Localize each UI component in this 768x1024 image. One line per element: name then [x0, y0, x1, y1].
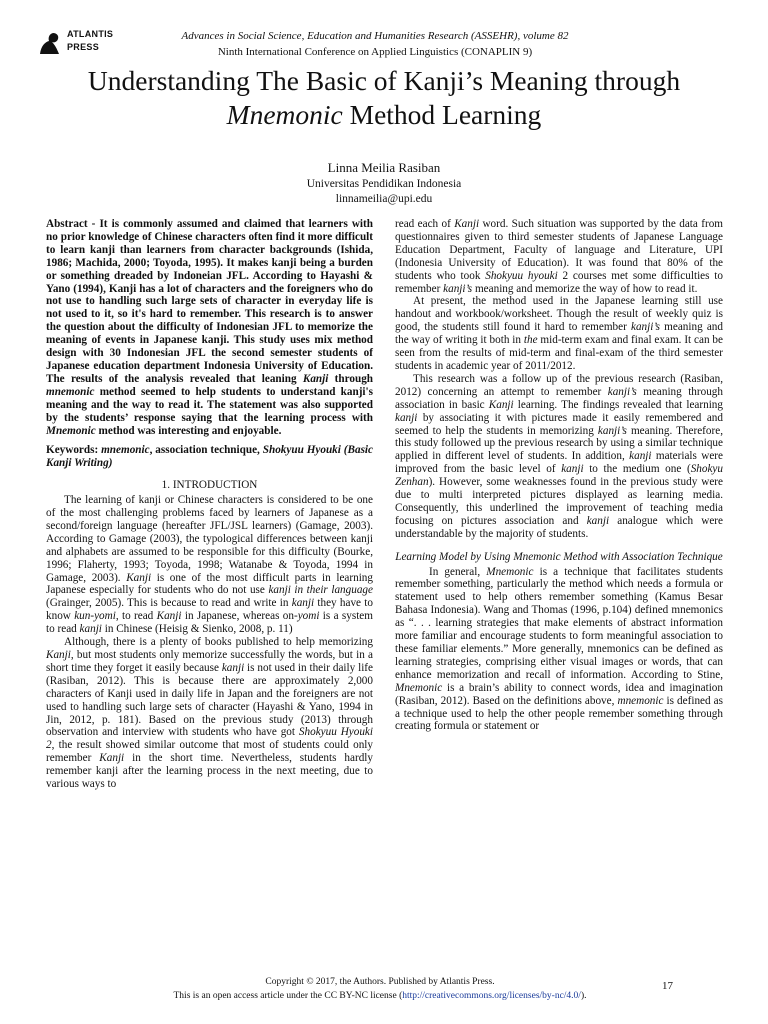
emph: Kanji: [126, 571, 152, 584]
keyword: mnemonic: [101, 444, 150, 457]
text-run: to the medium one (: [583, 463, 691, 476]
emph: kanji’s: [630, 321, 660, 334]
emph: kanji’s: [597, 424, 627, 437]
license-text: ).: [580, 991, 587, 1001]
text-run: This research was a follow up of the previous research (Rasiban, 2012) concerning an attempt to remember: [395, 372, 723, 398]
license-link[interactable]: http://creativecommons.org/licenses/by-nc/4.0/: [402, 991, 581, 1001]
text-run: , the result showed similar outcome that most of students could only remember: [46, 739, 373, 765]
emph: Kanji: [488, 398, 514, 411]
keywords-label: Keywords:: [46, 444, 102, 457]
text-run: (Grainger, 2005). This is because to read and write in: [46, 597, 292, 610]
text-run: , but most students only memorize successfully the words, but in a short time they forget it easily because: [46, 649, 373, 674]
abstract-text: method was interesting and enjoyable.: [95, 424, 282, 437]
text-run: word. Such situation was supported by the data from questionnaires given to third semester students of Japanese Language Education Department, Faculty of language and Literature, UPI (Indonesia University of Education). It was found that 80% of the students who took: [395, 218, 724, 282]
text-run: analogue which were understandable by the majority of students.: [395, 514, 723, 540]
text-run: 2 courses met some difficulties to remember: [395, 269, 723, 295]
license-notice: [100, 990, 660, 1002]
publisher-name-line2: PRESS: [67, 42, 100, 52]
emph: kanji: [221, 661, 245, 674]
keyword: , association technique,: [149, 444, 263, 457]
emph: Shokyuu Hyouki 2: [46, 726, 373, 752]
emph: kanji: [291, 597, 315, 610]
subsection-heading: Learning Model by Using Mnemonic Method with Association Technique: [395, 550, 723, 563]
text-run: Although, there is a plenty of books published to help memorizing: [64, 636, 373, 649]
text-run: is one of the most difficult parts in learning Japanese especially for students who do not use: [46, 571, 373, 597]
right-column: [395, 218, 723, 733]
emph: Shokyuu hyouki: [485, 269, 558, 282]
text-run: , to read: [115, 610, 157, 623]
emph: kanji’s: [607, 385, 637, 398]
emph: kanji: [395, 411, 418, 424]
body-paragraph-2: [395, 295, 723, 372]
author-name: Linna Meilia Rasiban: [327, 160, 441, 175]
emph: Kanji: [99, 752, 125, 765]
emph: kanji’s: [443, 282, 473, 295]
license-text: This is an open access article under the CC BY-NC license (: [173, 991, 403, 1001]
emph: kanji: [586, 514, 610, 527]
body-paragraph-3: [395, 373, 723, 541]
text-run: in Japanese, whereas on-: [181, 610, 298, 623]
emph: kanji: [561, 463, 584, 476]
emph: yomi: [297, 610, 320, 623]
title-line2: [30, 98, 738, 132]
text-run: is a system to read: [46, 610, 373, 636]
emph: Mnemonic: [395, 681, 443, 694]
abstract-text: through: [328, 372, 374, 385]
title-italic: Mnemonic: [226, 99, 343, 130]
paper-title: [30, 64, 738, 132]
keywords: [46, 444, 373, 470]
text-run: ). However, some weaknesses found in the previous study were due to multi interpreted pictures displayed as learning media. Consequently, this underlined the improvement of teaching media focusing on pictures association and: [395, 476, 723, 527]
publisher-logo: [37, 28, 127, 58]
body-paragraph-1: [395, 218, 723, 295]
text-run: is not used in their daily life (Rasiban, 2012). This is because there are approximately 2,000 characters of Kanji used in daily life in Japan and the foreigners are not used to handling such large sets of character (Hayashi & Yano, 1994 in Jin, 2012, p. 181). Based on the previous study (2013) through observation and interview with students who have got: [46, 661, 373, 739]
left-column: [46, 218, 373, 791]
text-run: learning. The findings revealed that learning: [513, 398, 723, 411]
intro-paragraph-2: [46, 636, 373, 791]
abstract-emph: Mnemonic: [46, 424, 96, 437]
publisher-name-line1: ATLANTIS: [67, 29, 114, 39]
abstract-emph: Kanji: [302, 372, 329, 385]
abstract: [46, 218, 373, 437]
abstract-text: method seemed to help students to understand kanji's meaning and the way to read it. The statement was also supported by the students’ response saying that the learning process with: [46, 385, 373, 424]
emph: the: [523, 334, 538, 347]
text-run: is defined as a technique used to help the other people remember something through creating formula or statement or: [395, 694, 723, 733]
title-line1: Understanding The Basic of Kanji’s Meaning through: [87, 65, 681, 96]
text-run: is a brain’s ability to connect words, idea and imagination (Rasiban, 2012). Based on the definitions above,: [395, 681, 723, 707]
emph: kanji: [79, 623, 102, 636]
text-run: materials were improved from the basic level of: [395, 450, 723, 476]
emph: Mnemonic: [486, 565, 534, 578]
text-run: in the short time. Nevertheless, students hardly remember kanji after the learning process in the next meeting, due to various ways to: [46, 752, 373, 791]
keyword: Shokyuu Hyouki (Basic Kanji Writing): [46, 444, 373, 470]
intro-paragraph-1: [46, 494, 373, 636]
text-run: At present, the method used in the Japanese learning still use handout and workbook/worksheet. Though the result of weekly quiz is good, the students still found it hard to remember: [395, 295, 723, 334]
text-run: The learning of kanji or Chinese characters is considered to be one of the most challenging problems faced by learners of Japanese as a second/foreign language (hereafter JFL/JSL learners) (Gamage, 2003). According to Gamage (2003), the typological differences between kanji and alphabets are assumed to be responsible for this difficulty (Bourke, 1996; Flaherty, 1993; Toyoda, 1998; Watanabe & Toyoda, 1994 in Gamage, 2003).: [46, 494, 373, 584]
emph: mnemonic: [617, 694, 664, 707]
section-heading-introduction: 1. INTRODUCTION: [161, 479, 258, 492]
abstract-text: Abstract - It is commonly assumed and claimed that learners with no prior knowledge of Chinese characters often find it more difficult to learn kanji than learners from character backgrounds (Ishida, 1986; Machida, 2000; Toyoda, 1995). It makes kanji being a burden or something dreaded by Indoneian JFL. According to Hayashi & Yano (1994), Kanji has a lot of characters and the foreigners who do not use to handling such large sets of character in everyday life is not used to it, so it's hard to remember. This research is to answer the question about the difficulty of Indonesian JFL to memorize the meaning of events in Japanese kanji. This study uses mix method design with 30 Indonesian JFL the second semester students of Japanese education department Indonesia University of Education. The results of the analysis revealed that leaning: [46, 218, 373, 385]
emph: kun-yomi: [74, 610, 116, 623]
text-run: meaning through association in basic: [395, 385, 723, 411]
emph: Kanji: [454, 218, 480, 230]
conference-title: Ninth International Conference on Applied Linguistics (CONAPLIN 9): [217, 46, 533, 58]
author-email: linnameilia@upi.edu: [335, 193, 433, 205]
text-run: mid-term exam and final exam. It can be seen from the results of mid-term and final-exam of the third semester students in academic year of 2011/2012.: [395, 334, 723, 372]
text-run: meaning. Therefore, this study followed up the previous research by using a similar technique applied in different level of students. In addition,: [395, 424, 723, 463]
text-run: is a technique that facilitates students remember something, particularly the method which needs a formula or statement used to help others remember something (Kamus Besar Bahasa Indonesia). Wang and Thomas (1996, p.104) defined mnemonics as “. . . learning strategies that make elements of abstract information more familiar and encourage students to form meaningful association to these familiar elements.” More generally, mnemonics can be defined as learning strategies, comprising either visual images or words, that can enhance memorization and recall of information. According to Stine,: [395, 565, 723, 681]
emph: kanji: [629, 450, 652, 463]
text-run: meaning and the way of writing it both in: [395, 321, 723, 347]
text-run: by associating it with pictures made it easily remembered and seemed to help the students in memorizing: [395, 411, 723, 437]
emph: Kanji: [156, 610, 182, 623]
atlantis-figure-icon: [37, 30, 63, 56]
page-number: 17: [662, 980, 673, 992]
text-run: In general,: [429, 565, 487, 578]
abstract-emph: mnemonic: [46, 385, 95, 398]
emph: Shokyu Zenhan: [395, 463, 723, 489]
body-paragraph-4: [395, 566, 723, 734]
text-run: meaning and memorize the way of how to read it.: [472, 282, 698, 295]
text-run: they have to know: [46, 597, 373, 623]
emph: kanji in their language: [268, 584, 373, 597]
author-affiliation: Universitas Pendidikan Indonesia: [306, 178, 462, 190]
copyright-notice: Copyright © 2017, the Authors. Published by Atlantis Press.: [265, 977, 495, 987]
emph: Kanji: [46, 649, 71, 661]
text-run: in Chinese (Heisig & Sienko, 2008, p. 11): [101, 623, 293, 636]
title-rest: Method Learning: [342, 99, 542, 130]
text-run: read each of: [395, 218, 455, 230]
journal-title: Advances in Social Science, Education and Humanities Research (ASSEHR), volume 82: [181, 30, 569, 42]
